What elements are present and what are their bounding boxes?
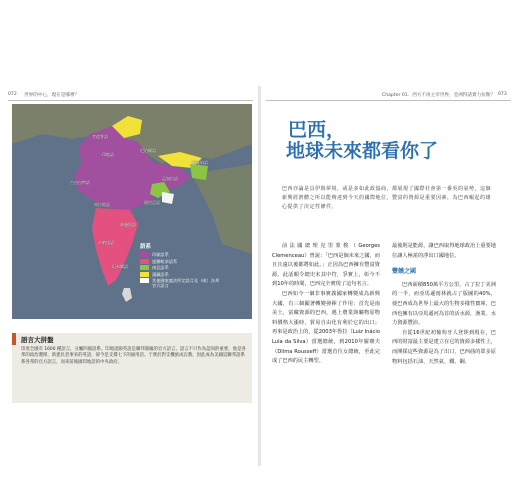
paragraph: 巴西面積850萬平方公里，占了拉丁美洲的一半，而亞馬遜雨林就占了版圖的40%，使巴西成為世界上最大的生物多樣性寶庫，巴西也擁有以亞馬遜河為首的活水源，漁業、水力資源豐沛。 (392, 281, 496, 327)
legend-swatch (140, 252, 149, 257)
paragraph: 前法國總理克里蒙梭（Georges Clemenceau）曾說：「巴西是個未來之國，而且且遠以後都將如此。」正因為巴西擁有豐富資源，此話頗令總史末其中符，爭實上，彰今不到10年的時間，巴西完全實現了這句名言。 (272, 243, 380, 288)
legend-swatch (140, 259, 149, 264)
map-label: 坦米爾語 (112, 264, 128, 269)
box-title: 語言大拼盤 (21, 336, 54, 344)
map-label: 孟加拉語 (162, 176, 178, 181)
article-title (286, 120, 486, 162)
right-page-number: 073 (498, 92, 507, 97)
map-label: 阿薩姆語 (192, 160, 208, 165)
map-label: 卡納達語 (98, 240, 114, 245)
map-label: 尼泊爾語 (140, 148, 156, 153)
title-line-1: 巴西， (288, 119, 346, 141)
india-language-map (12, 104, 252, 319)
map-label: 古吉拉特語 (70, 180, 90, 185)
left-page-number: 072 (8, 92, 17, 97)
map-label: 旁遮普語 (92, 134, 108, 139)
legend-item: 印歐語系 (140, 252, 222, 257)
map-label: 馬拉地語 (94, 202, 110, 207)
body-column-1 (272, 242, 380, 367)
book-gutter (258, 86, 261, 466)
paragraph: 自從16世紀初葡萄牙人登陸到現在，巴西的財富最主要是建立在它的資源多樣性上，而開採這些資源是為了出口，巴西曲的眾多原物料包括石油、天然氣、鐵、鋼、 (392, 329, 496, 365)
body-column-2 (392, 242, 496, 367)
right-page (262, 86, 515, 466)
legend-swatch (140, 272, 149, 277)
legend-item: 南亞語系 (140, 265, 222, 270)
map-legend (140, 242, 222, 290)
sidebar-box (12, 333, 252, 403)
box-body: 印度全國有 1600 種語言，分屬四個語系。印地語跟英語是聯邦層級的官方語言，語言不只作為認同的重要，他是各邦的政治選擇，新憲民者事來的英語，卻今是支撐七下的通用語。于實於對支機族成官教，因此成為美國這聯邦語系系各邦的官方語言，而來前後國印地語的中央政府。 (21, 347, 246, 365)
map-label: 印地語 (102, 152, 114, 157)
left-page (4, 86, 257, 466)
map-label: 泰盧固語 (120, 222, 136, 227)
legend-item: 漢藏語系 (140, 272, 222, 277)
right-header-rule (266, 100, 511, 101)
legend-item: 其他國家憲法所定語言及（或）各邦官方語言 (140, 278, 222, 288)
paragraph: 巴西如今一個非事實義國家轉變成為新興大國，有三個顯著轉變發揮了作用：首先是南美土，富藏資源的巴西，遇上農業與礦物原物料價格大漲時，貿易自由化有利於它的出口；再來是政治上的，從2003年魯拉（Luiz Inácio Lula da Silva）當選總統，到2010年羅賽夫（Dilma Rousseff）當選首位女總統，至此完成了巴西的民主轉型。 (272, 290, 381, 365)
section-subhead: 豐饒之國 (392, 268, 417, 276)
legend-title: 語系 (140, 244, 152, 250)
title-line-2: 地球未來都看你了 (286, 140, 439, 162)
article-intro: 巴西亦論是具伊與夢境，或是多如此政協商，都展現了國際社會第一番吳的氣勢，這個新興經濟體之所以能夠達到今天的國際地位，豐富的資源是重要因素，為巴西崛起的雄心提供了決定性條件。 (282, 186, 492, 210)
legend-item: 達羅毗荼語系 (140, 259, 222, 264)
box-accent-bar (12, 333, 16, 345)
left-running-head: 世界的中心，現在是哪裡？ (24, 93, 80, 98)
legend-swatch (140, 265, 149, 270)
paragraph: 最後則是能源，讓巴西取得地球政治上重要地位讓人極羨的淨出口國地位。 (392, 243, 496, 259)
legend-swatch (140, 278, 149, 283)
left-header-rule (8, 100, 253, 101)
map-label: 奧里亞語 (144, 200, 160, 205)
right-running-head: Chapter 01．西方不再主宰世界，亞洲得諸實力抗衡？ (382, 93, 495, 98)
